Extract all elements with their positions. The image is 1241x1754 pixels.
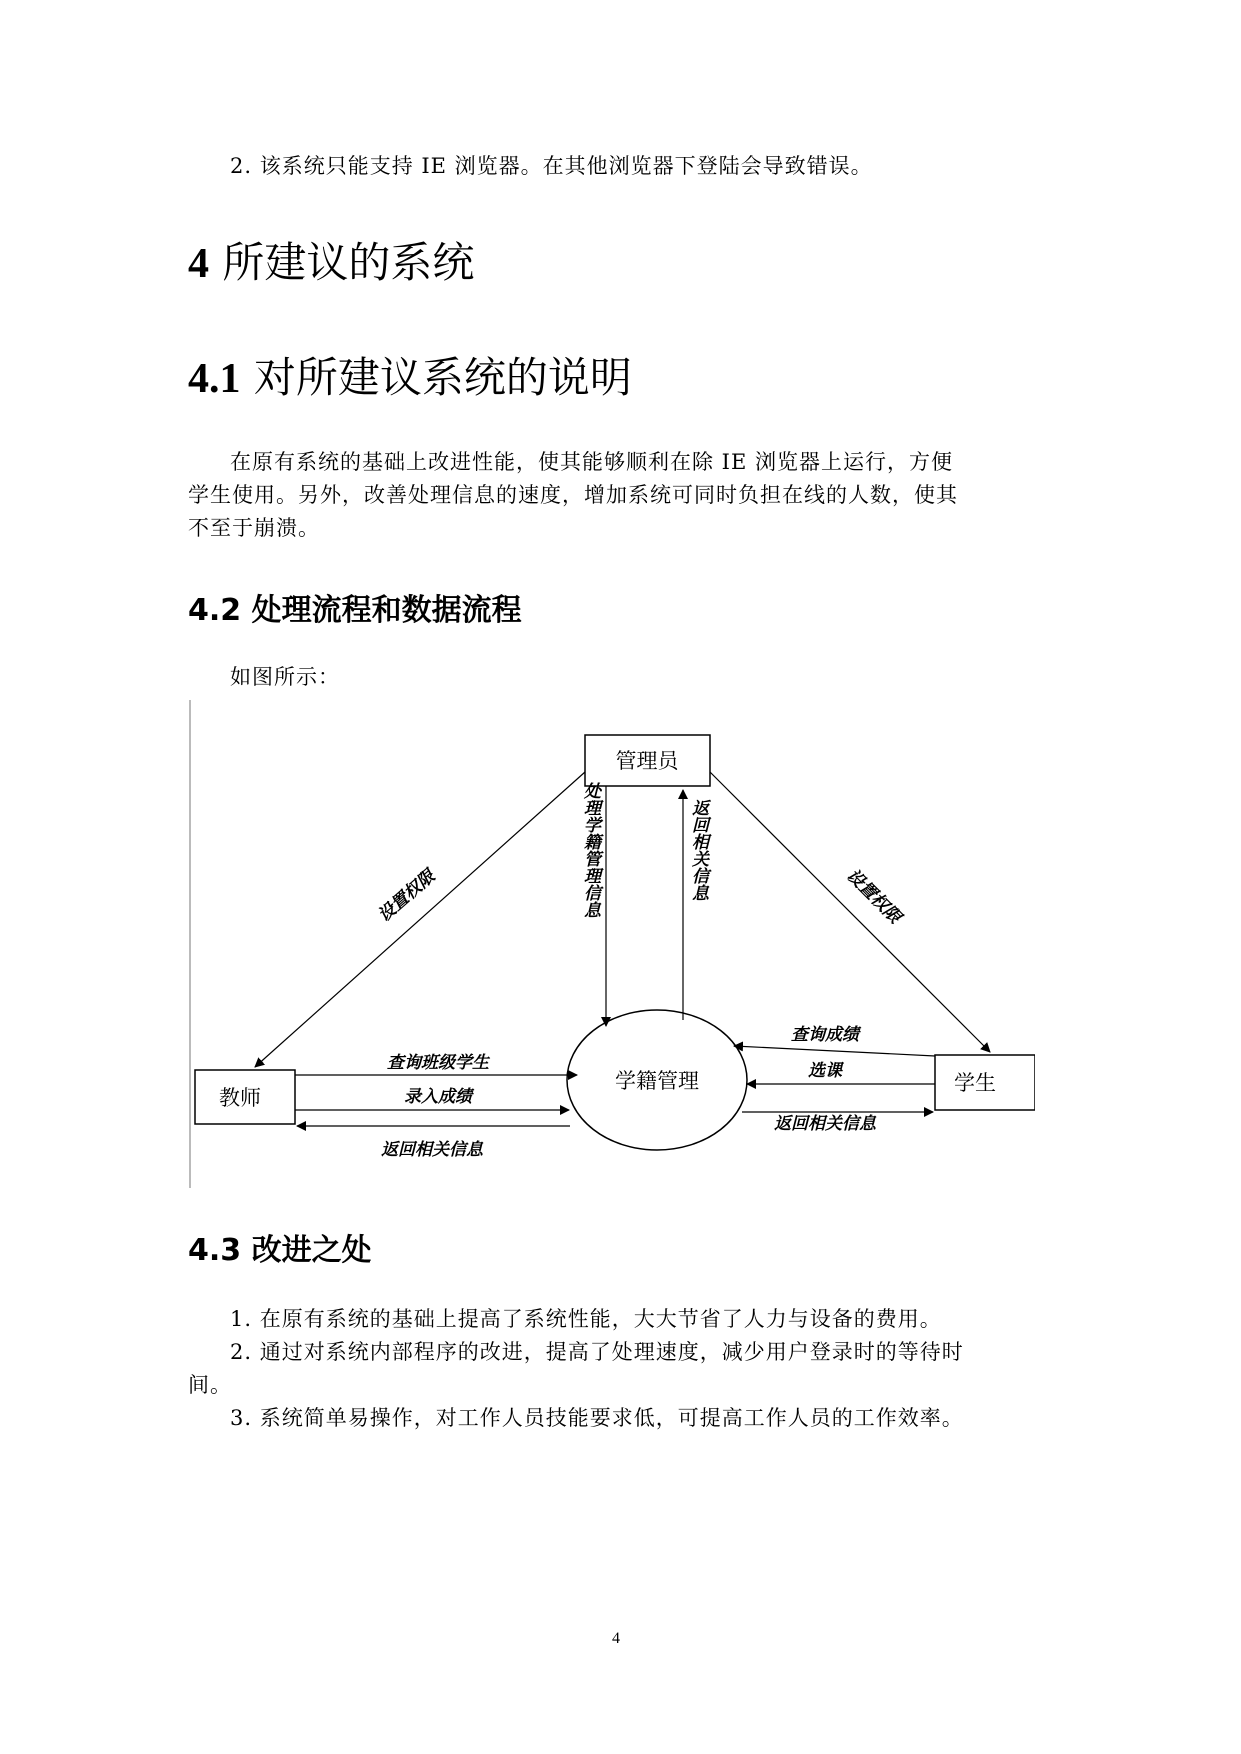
admin-node-label: 管理员 <box>615 749 679 773</box>
improvement-item-2-line-1: 2. 通过对系统内部程序的改进，提高了处理速度，减少用户登录时的等待时 <box>230 1340 964 1364</box>
section-4-1-line-3: 不至于崩溃。 <box>188 516 320 540</box>
label-teacher-query: 查询班级学生 <box>387 1053 489 1073</box>
label-admin-to-center: 处理学籍管理信息 <box>580 782 600 918</box>
chapter-number: 4 <box>188 241 209 287</box>
admin-to-teacher-arrow <box>255 772 585 1067</box>
improvement-item-3: 3. 系统简单易操作，对工作人员技能要求低，可提高工作人员的工作效率。 <box>230 1406 964 1430</box>
intro-item-2: 2. 该系统只能支持 IE 浏览器。在其他浏览器下登陆会导致错误。 <box>230 154 873 178</box>
label-center-to-student: 返回相关信息 <box>774 1114 876 1134</box>
label-center-to-teacher: 返回相关信息 <box>381 1140 483 1160</box>
label-student-select: 选课 <box>808 1061 842 1081</box>
label-center-to-admin: 返回相关信息 <box>688 799 708 901</box>
section-4-3-heading: 4.3 改进之处 <box>188 1233 372 1268</box>
figure-caption: 如图所示： <box>230 665 340 689</box>
label-student-query: 查询成绩 <box>791 1025 859 1045</box>
label-admin-to-teacher: 设置权限 <box>374 866 439 927</box>
section-4-1-line-1: 在原有系统的基础上改进性能，使其能够顺利在除 IE 浏览器上运行，方便 <box>230 450 953 474</box>
section-4-1-heading <box>188 345 632 405</box>
chapter-title: 所建议的系统 <box>222 238 475 287</box>
center-node-label: 学籍管理 <box>615 1069 699 1093</box>
label-admin-to-student: 设置权限 <box>842 865 905 928</box>
chapter-heading <box>188 230 474 290</box>
section-4-1-number: 4.1 <box>188 356 241 402</box>
improvement-item-1: 1. 在原有系统的基础上提高了系统性能，大大节省了人力与设备的费用。 <box>230 1307 942 1331</box>
teacher-node-label: 教师 <box>219 1086 261 1110</box>
section-4-1-title: 对所建议系统的说明 <box>253 353 632 402</box>
admin-to-student-arrow <box>710 772 990 1052</box>
section-4-1-line-2: 学生使用。另外，改善处理信息的速度，增加系统可同时负担在线的人数，使其 <box>188 483 958 507</box>
page-number: 4 <box>612 1630 620 1647</box>
student-node-label: 学生 <box>954 1071 996 1095</box>
label-teacher-enter: 录入成绩 <box>404 1087 472 1107</box>
section-4-2-heading: 4.2 处理流程和数据流程 <box>188 593 522 628</box>
data-flow-diagram <box>185 700 1035 1190</box>
improvement-item-2-line-2: 间。 <box>188 1373 232 1397</box>
student-query-arrow <box>734 1046 935 1056</box>
